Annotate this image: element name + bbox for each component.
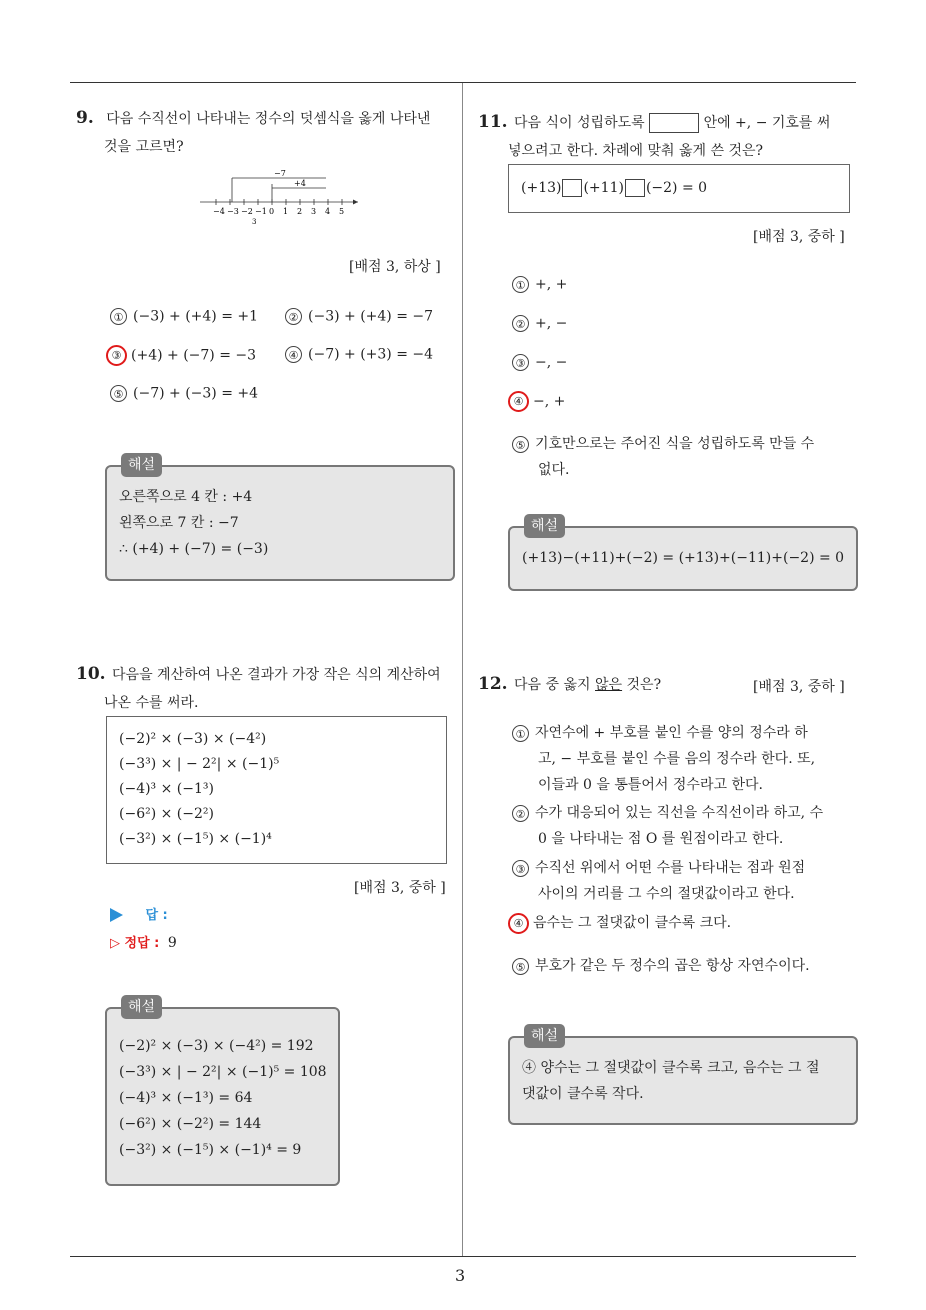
tick-label: 3 (311, 207, 317, 216)
option-text: 0 을 나타내는 점 O 를 원점이라고 한다. (538, 831, 784, 847)
explanation-box-q10 (105, 999, 340, 1186)
expression-line: (−6²) × (−2²) (119, 806, 214, 822)
selected-circle-icon: ④ (508, 391, 529, 412)
selected-circle-icon: ③ (106, 345, 127, 366)
explanation-line: 오른쪽으로 4 칸 : +4 (119, 489, 253, 505)
question-text: 다음 수직선이 나타내는 정수의 덧셈식을 옳게 나타낸 (106, 111, 431, 127)
expression-line: (−3²) × (−1⁵) × (−1)⁴ (119, 831, 272, 847)
option-number: ③ (512, 354, 529, 371)
expression-part: (+11) (583, 180, 624, 196)
option-text: 기호만으로는 주어진 식을 성립하도록 만들 수 (535, 436, 815, 452)
option-text: +, − (535, 315, 568, 332)
correct-answer-value: 9 (167, 935, 177, 951)
tick-label: −2 (241, 207, 253, 216)
sub-label: 3 (252, 218, 257, 226)
expression-line: (−3³) × | − 2²| × (−1)⁵ (119, 756, 280, 772)
question-text: 나온 수를 써라. (104, 695, 199, 711)
score-q12: [배점 3, 중하 ] (753, 679, 845, 695)
explanation-line: ④ 양수는 그 절댓값이 클수록 크고, 음수는 그 절 (522, 1060, 820, 1076)
option-number: ② (285, 308, 302, 325)
option-number: ④ (285, 346, 302, 363)
answer-row (110, 904, 168, 923)
option-1[interactable] (512, 276, 567, 293)
bottom-rule (70, 1256, 856, 1257)
option-number: ⑤ (110, 385, 127, 402)
selected-circle-icon: ④ (508, 913, 529, 934)
option-4[interactable] (285, 346, 433, 363)
option-4-selected[interactable] (510, 391, 565, 412)
option-text: 부호가 같은 두 정수의 곱은 항상 자연수이다. (535, 958, 810, 974)
option-number: ① (512, 725, 529, 742)
option-number: ① (512, 276, 529, 293)
option-text: 고, − 부호를 붙인 수를 음의 정수라 한다. 또, (538, 751, 816, 767)
option-5[interactable] (110, 385, 258, 402)
question-number: 11. (478, 112, 508, 132)
option-3[interactable] (512, 354, 567, 371)
option-1[interactable] (110, 308, 258, 325)
option-text: −, + (533, 393, 566, 410)
question-12 (478, 670, 661, 699)
question-text: 안에 +, − 기호를 써 (703, 115, 831, 131)
option-text: 사이의 거리를 그 수의 절댓값이라고 한다. (538, 886, 795, 902)
option-text: (−7) + (−3) = +4 (133, 385, 259, 402)
question-text: 것을 고르면? (104, 139, 184, 155)
answer-label: 답 : (145, 908, 168, 923)
blank-box-icon (625, 179, 645, 197)
option-2[interactable] (512, 315, 567, 332)
explanation-line: (−3³) × | − 2²| × (−1)⁵ = 108 (119, 1064, 327, 1080)
explanation-tag: 해설 (524, 1024, 565, 1048)
option-text: 자연수에 + 부호를 붙인 수를 양의 정수라 하 (535, 725, 808, 741)
explanation-box-q11 (508, 518, 858, 591)
option-2[interactable] (285, 308, 433, 325)
tick-label: 4 (325, 207, 331, 216)
blank-box-icon (562, 179, 582, 197)
expression-box-q11 (508, 164, 850, 213)
score-q11: [배점 3, 중하 ] (753, 229, 845, 245)
tick-label: −3 (227, 207, 239, 216)
play-icon (110, 908, 123, 922)
option-text: −, − (535, 354, 568, 371)
expression-part: (−2) = 0 (645, 180, 708, 196)
question-9 (76, 104, 460, 161)
option-text: 수직선 위에서 어떤 수를 나타내는 점과 원점 (535, 860, 806, 876)
option-number: ⑤ (512, 436, 529, 453)
option-text: (−3) + (+4) = −7 (308, 308, 434, 325)
expression-part: (+13) (521, 180, 562, 196)
explanation-line: 댓값이 클수록 작다. (522, 1086, 644, 1102)
option-text: 없다. (538, 462, 570, 478)
option-5[interactable] (512, 431, 814, 483)
tick-label: −1 (255, 207, 267, 216)
top-rule (70, 82, 856, 83)
score-q9: [배점 3, 하상 ] (349, 259, 441, 275)
question-number: 10. (76, 664, 106, 684)
tick-label: 2 (297, 207, 303, 216)
tick-label: 5 (339, 207, 345, 216)
explanation-box-q12 (508, 1028, 858, 1125)
question-text: 다음 중 옳지 (514, 677, 596, 693)
option-2[interactable] (512, 800, 823, 852)
blank-box-icon (649, 113, 699, 133)
option-number: ⑤ (512, 958, 529, 975)
explanation-line: 왼쪽으로 7 칸 : −7 (119, 515, 239, 531)
option-1[interactable] (512, 720, 815, 798)
option-3-selected[interactable] (108, 345, 256, 366)
option-text: +, + (535, 276, 568, 293)
number-line-figure (198, 166, 364, 230)
option-text: (+4) + (−7) = −3 (131, 347, 257, 364)
option-text: 음수는 그 절댓값이 클수록 크다. (533, 915, 732, 931)
question-number: 12. (478, 674, 508, 694)
option-3[interactable] (512, 855, 805, 907)
correct-answer-row (110, 932, 177, 951)
explanation-line: (−3²) × (−1⁵) × (−1)⁴ = 9 (119, 1142, 302, 1158)
question-11 (478, 108, 858, 165)
question-text: 넣으려고 한다. 차례에 맞춰 옳게 쓴 것은? (508, 143, 764, 159)
question-text: 것은? (622, 677, 662, 693)
explanation-tag: 해설 (524, 514, 565, 538)
option-text: (−7) + (+3) = −4 (308, 346, 434, 363)
explanation-line: (−2)² × (−3) × (−4²) = 192 (119, 1038, 314, 1054)
option-number: ② (512, 805, 529, 822)
option-text: (−3) + (+4) = +1 (133, 308, 259, 325)
expression-line: (−4)³ × (−1³) (119, 781, 214, 797)
question-10 (76, 660, 460, 717)
option-5[interactable] (512, 955, 810, 975)
score-q10: [배점 3, 중하 ] (354, 880, 446, 896)
arc-label-minus7: −7 (274, 169, 286, 178)
arc-label-plus4: +4 (294, 179, 306, 188)
tick-label: −4 (213, 207, 225, 216)
explanation-tag: 해설 (121, 453, 162, 477)
option-number: ① (110, 308, 127, 325)
tick-label: 0 (269, 207, 275, 216)
explanation-tag: 해설 (121, 995, 162, 1019)
expression-box-q10 (106, 716, 447, 864)
option-number: ② (512, 315, 529, 332)
option-number: ③ (512, 860, 529, 877)
tick-label: 1 (283, 207, 289, 216)
explanation-line: (−4)³ × (−1³) = 64 (119, 1090, 253, 1106)
option-4-selected[interactable] (510, 912, 731, 934)
page-number: 3 (455, 1266, 466, 1285)
explanation-line: (+13)−(+11)+(−2) = (+13)+(−11)+(−2) = 0 (522, 550, 845, 566)
correct-answer-label: ▷ 정답 : (110, 936, 160, 951)
option-text: 수가 대응되어 있는 직선을 수직선이라 하고, 수 (535, 805, 824, 821)
column-divider (462, 83, 463, 1257)
question-text: 다음 식이 성립하도록 (514, 115, 645, 131)
option-text: 이들과 0 을 통틀어서 정수라고 한다. (538, 777, 763, 793)
expression-line: (−2)² × (−3) × (−4²) (119, 731, 267, 747)
explanation-line: (−6²) × (−2²) = 144 (119, 1116, 262, 1132)
explanation-box-q9 (105, 457, 455, 581)
explanation-line: ∴ (+4) + (−7) = (−3) (119, 541, 269, 557)
question-number: 9. (76, 108, 94, 128)
question-text: 다음을 계산하여 나온 결과가 가장 작은 식의 계산하여 (112, 667, 441, 683)
underlined-word: 않은 (595, 677, 623, 693)
